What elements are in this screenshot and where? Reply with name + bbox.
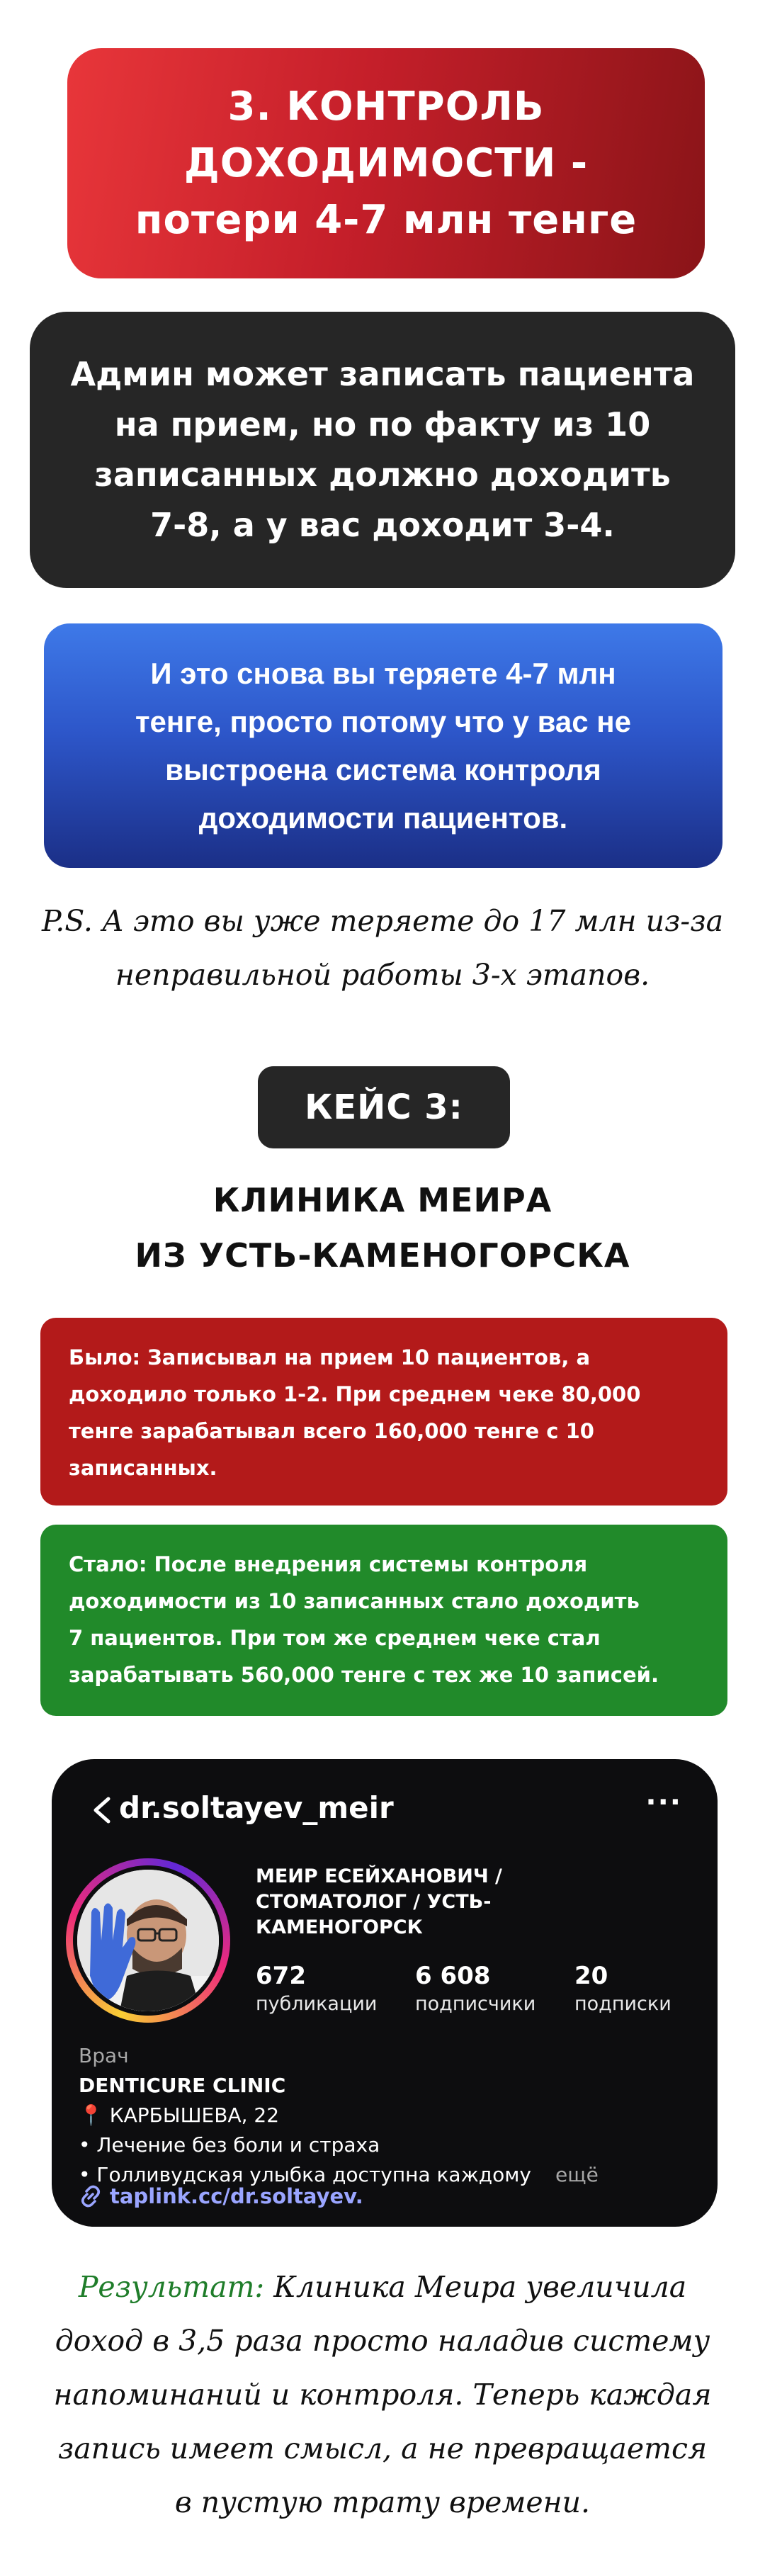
section-title-box: [67, 48, 705, 278]
avatar[interactable]: [66, 1858, 230, 2023]
chevron-left-icon[interactable]: [89, 1796, 117, 1824]
before-text: Было: Записывал на прием 10 пациентов, а доходило только 1-2. При среднем чеке 80,000 тенге зарабатывал всего 160,000 тенге с 10 записанных.: [69, 1345, 641, 1480]
after-box: [40, 1525, 727, 1716]
case-label: КЕЙС 3:: [258, 1066, 510, 1148]
profile-bio: [79, 2041, 702, 2190]
profile-bio-line: • Лечение без боли и страха: [79, 2133, 380, 2157]
stat-posts[interactable]: 672 публикации: [256, 1962, 378, 2015]
title-line: 3. КОНТРОЛЬ: [227, 83, 545, 130]
profile-address: 📍 КАРБЫШЕВА, 22: [79, 2103, 280, 2127]
profile-category: Врач: [79, 2044, 129, 2067]
after-text: Стало: После внедрения системы контроля доходимости из 10 записанных стало доходить 7 пациентов. При том же среднем чеке стал зарабатывать 560,000 тенге с тех же 10 записей.: [69, 1552, 659, 1687]
postscript-note: P.S. А это вы уже теряете до 17 млн из-за неправильной работы 3-х этапов.: [41, 904, 724, 992]
problem-statement-box: [30, 312, 735, 588]
profile-handle: dr.soltayev_meir: [119, 1790, 394, 1825]
title-line: ДОХОДИМОСТИ -: [183, 140, 589, 186]
doctor-portrait-image: [77, 1870, 219, 2011]
profile-stats: [256, 1961, 695, 2018]
loss-statement-text: И это снова вы теряете 4-7 млн тенге, просто потому что у вас не выстроена система контроля доходимости пациентов.: [135, 656, 632, 835]
profile-name: МЕИР ЕСЕЙХАНОВИЧ / СТОМАТОЛОГ / УСТЬ- КАМЕНОГОРСК: [256, 1865, 502, 1938]
more-options-icon[interactable]: ···: [645, 1786, 682, 1819]
bio-more-link[interactable]: ещё: [555, 2163, 599, 2186]
loss-statement-box: [44, 623, 722, 868]
title-line: потери 4-7 млн тенге: [135, 196, 638, 243]
instagram-profile-card: [52, 1759, 718, 2227]
before-box: [40, 1318, 727, 1506]
result-label: Результат:: [78, 2270, 265, 2304]
profile-link[interactable]: taplink.cc/dr.soltayev.: [79, 2184, 363, 2208]
link-icon: [79, 2184, 103, 2208]
stat-following[interactable]: 20 подписки: [574, 1962, 672, 2015]
profile-clinic: DENTICURE CLINIC: [79, 2074, 286, 2097]
clinic-title: КЛИНИКА МЕИРА ИЗ УСТЬ-КАМЕНОГОРСКА: [135, 1181, 630, 1275]
stat-followers[interactable]: 6 608 подписчики: [415, 1962, 536, 2015]
profile-bio-line: • Голливудская улыбка доступна каждому ещё: [79, 2163, 599, 2186]
problem-statement-text: Админ может записать пациента на прием, но по факту из 10 записанных должно доходить 7-8, а у вас доходит 3-4.: [70, 355, 695, 544]
result-note: Результат: Клиника Меира увеличила доход в 3,5 раза просто наладив систему напоминаний и контроля. Теперь каждая запись имеет смысл, а не превращается в пустую трату времени.: [53, 2270, 712, 2519]
